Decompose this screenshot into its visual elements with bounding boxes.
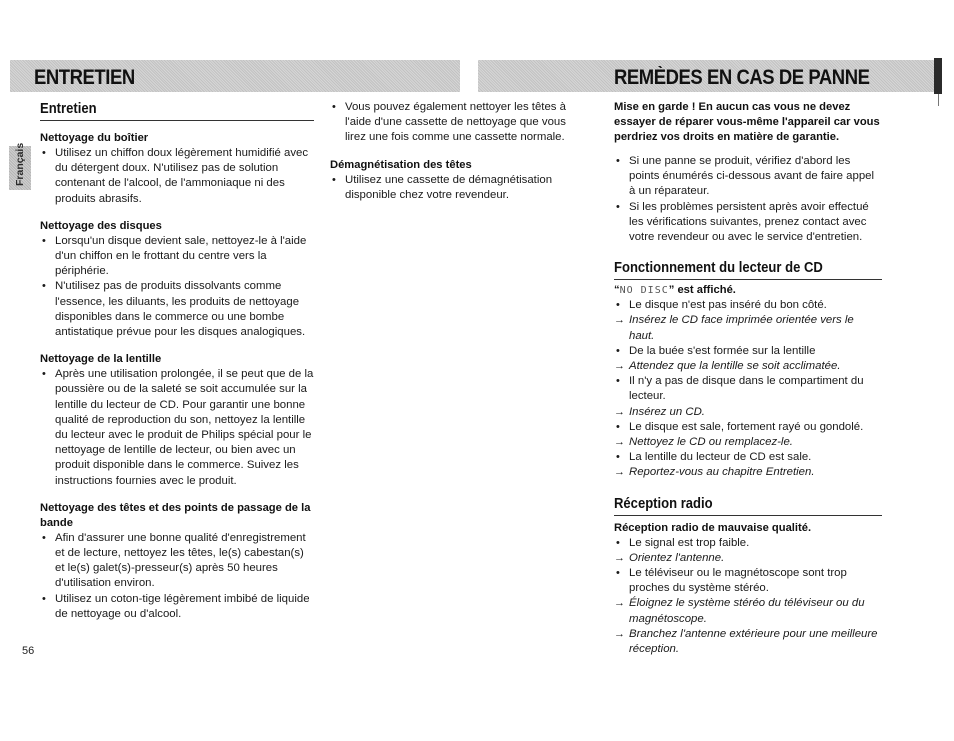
list-item: • Utilisez un chiffon doux légèrement humidifié avec du détergent doux. N'utilisez pas de solution contenant de l'alcool, de l'ammoniaque ni des produits abrasifs. [42,147,309,205]
bullet-icon: • [42,280,46,293]
margin-tick [938,94,939,106]
bullet-icon: • [616,375,620,388]
bullet-icon: • [616,420,620,433]
cd-troubleshooting-list [614,298,882,480]
arrow-right-icon: → [614,405,625,418]
list-item: • Utilisez une cassette de démagnétisation disponible chez votre revendeur. [332,173,553,201]
bullet-icon: • [42,592,46,605]
section-title-entretien: Entretien [40,100,314,121]
remedy-item: → Insérez le CD face imprimée orientée vers le haut. [614,314,854,342]
subheading: Nettoyage des têtes et des points de passage de la bande [40,501,311,529]
cause-item: • Le disque n'est pas inséré du bon côté. [614,298,882,313]
bullet-icon: • [616,344,620,357]
list-item: • Si les problèmes persistent après avoir effectué les vérifications suivantes, prenez contact avec votre revendeur ou avec le service d'entretien. [616,200,869,244]
subheading: Démagnétisation des têtes [330,158,472,171]
group-lentille [40,352,314,489]
page-number: 56 [22,645,35,657]
subheading: Réception radio de mauvaise qualité. [614,521,812,534]
subheading: Nettoyage du boîtier [40,132,149,144]
arrow-right-icon: → [614,360,625,373]
group-demagnetisation [330,158,588,203]
bullet-icon: • [616,567,620,580]
subheading: Nettoyage de la lentille [40,353,162,366]
banner-edge-mark [934,58,942,94]
remedy-item: → Éloignez le système stéréo du téléviseur ou du magnétoscope. [614,597,865,625]
chapter-title-remedes: REMÈDES EN CAS DE PANNE [614,66,870,89]
chapter-title-entretien: ENTRETIEN [34,66,135,89]
arrow-right-icon: → [614,597,625,610]
cause-item: • Le signal est trop faible. [614,536,882,551]
list-item: • Après une utilisation prolongée, il se peut que de la poussière ou de la saleté se soit accumulée sur la lentille du lecteur de CD. Pour garantir une bonne qualité de reproduction du son, nettoyez la lentille du lecteur avec le produit de Philips spécial pour le nettoyage de lentille de lecteur, ou bien avec un produit disponible dans le commerce. Suivez les instructions fournies avec le produit. [42,368,314,487]
cause-item: • Le téléviseur ou le magnétoscope sont trop proches du système stéréo. [616,567,847,595]
lcd-display-code: NO DISC [619,285,669,297]
language-tab-label: Français [14,142,26,186]
cause-item: • Le disque est sale, fortement rayé ou gondolé. [614,420,882,435]
column-entretien [40,100,314,622]
arrow-right-icon: → [614,551,625,564]
bullet-icon: • [42,234,46,247]
group-disques [40,219,314,340]
arrow-right-icon: → [614,627,625,640]
arrow-right-icon: → [614,314,625,327]
group-boitier [40,131,314,207]
column-entretien-suite [330,100,588,203]
remedy-item: → Branchez l'antenne extérieure pour une meilleure réception. [614,627,878,656]
list-item: • N'utilisez pas de produits dissolvants comme l'essence, les diluants, les produits de nettoyage disponibles dans le commerce ou une bombe antistatique prévue pour les disques analogiques. [42,280,306,339]
list-item: • Si une panne se produit, vérifiez d'abord les points énumérés ci-dessous avant de faire appel à un réparateur. [616,155,875,198]
radio-troubleshooting-list [614,536,882,658]
arrow-right-icon: → [614,436,625,449]
cause-item: • La lentille du lecteur de CD est sale. [614,450,882,465]
bullet-icon: • [616,299,620,312]
bullet-icon: • [42,368,46,381]
language-tab [9,142,31,190]
section-title-cd: Fonctionnement du lecteur de CD [614,259,882,280]
cause-item: • De la buée s'est formée sur la lentille [614,344,882,359]
warning-text: Mise en garde ! En aucun cas vous ne devez essayer de réparer vous-même l'appareil car vous perdriez vos droits en matière de garantie. [614,101,880,143]
remedy-item: → Insérez un CD. [614,405,882,420]
bullet-icon: • [616,200,620,213]
bullet-icon: • [42,147,46,159]
cd-display-message: “NO DISC” est affiché. [614,284,736,297]
remedy-item: → Reportez-vous au chapitre Entretien. [614,465,882,480]
group-tetes [40,501,314,622]
bullet-icon: • [332,101,336,113]
remedy-item: → Orientez l'antenne. [614,551,882,566]
bullet-icon: • [616,536,620,549]
remedy-item: → Attendez que la lentille se soit acclimatée. [614,359,882,374]
bullet-icon: • [616,451,620,464]
cause-item: • Il n'y a pas de disque dans le compartiment du lecteur. [616,375,864,403]
bullet-icon: • [332,173,336,186]
column-remedes [614,100,882,657]
arrow-right-icon: → [614,466,625,479]
list-item: • Afin d'assurer une bonne qualité d'enregistrement et de lecture, nettoyez les têtes, le(s) cabestan(s) et le(s) galet(s)-presseur(s) après 50 heures d'utilisation environ. [42,531,306,590]
list-item: • Vous pouvez également nettoyer les têtes à l'aide d'une cassette de nettoyage que vous lirez une fois comme une cassette normale. [332,101,566,144]
remedy-item: → Nettoyez le CD ou remplacez-le. [614,435,882,450]
section-title-radio: Réception radio [614,495,882,516]
list-item: • Lorsqu'un disque devient sale, nettoyez-le à l'aide d'un chiffon en le frottant du centre vers la périphérie. [42,234,307,278]
bullet-icon: • [616,155,620,167]
subheading: Nettoyage des disques [40,219,162,232]
list-item: • Utilisez un coton-tige légèrement imbibé de liquide de nettoyage ou d'alcool. [42,592,310,620]
bullet-icon: • [42,531,46,544]
